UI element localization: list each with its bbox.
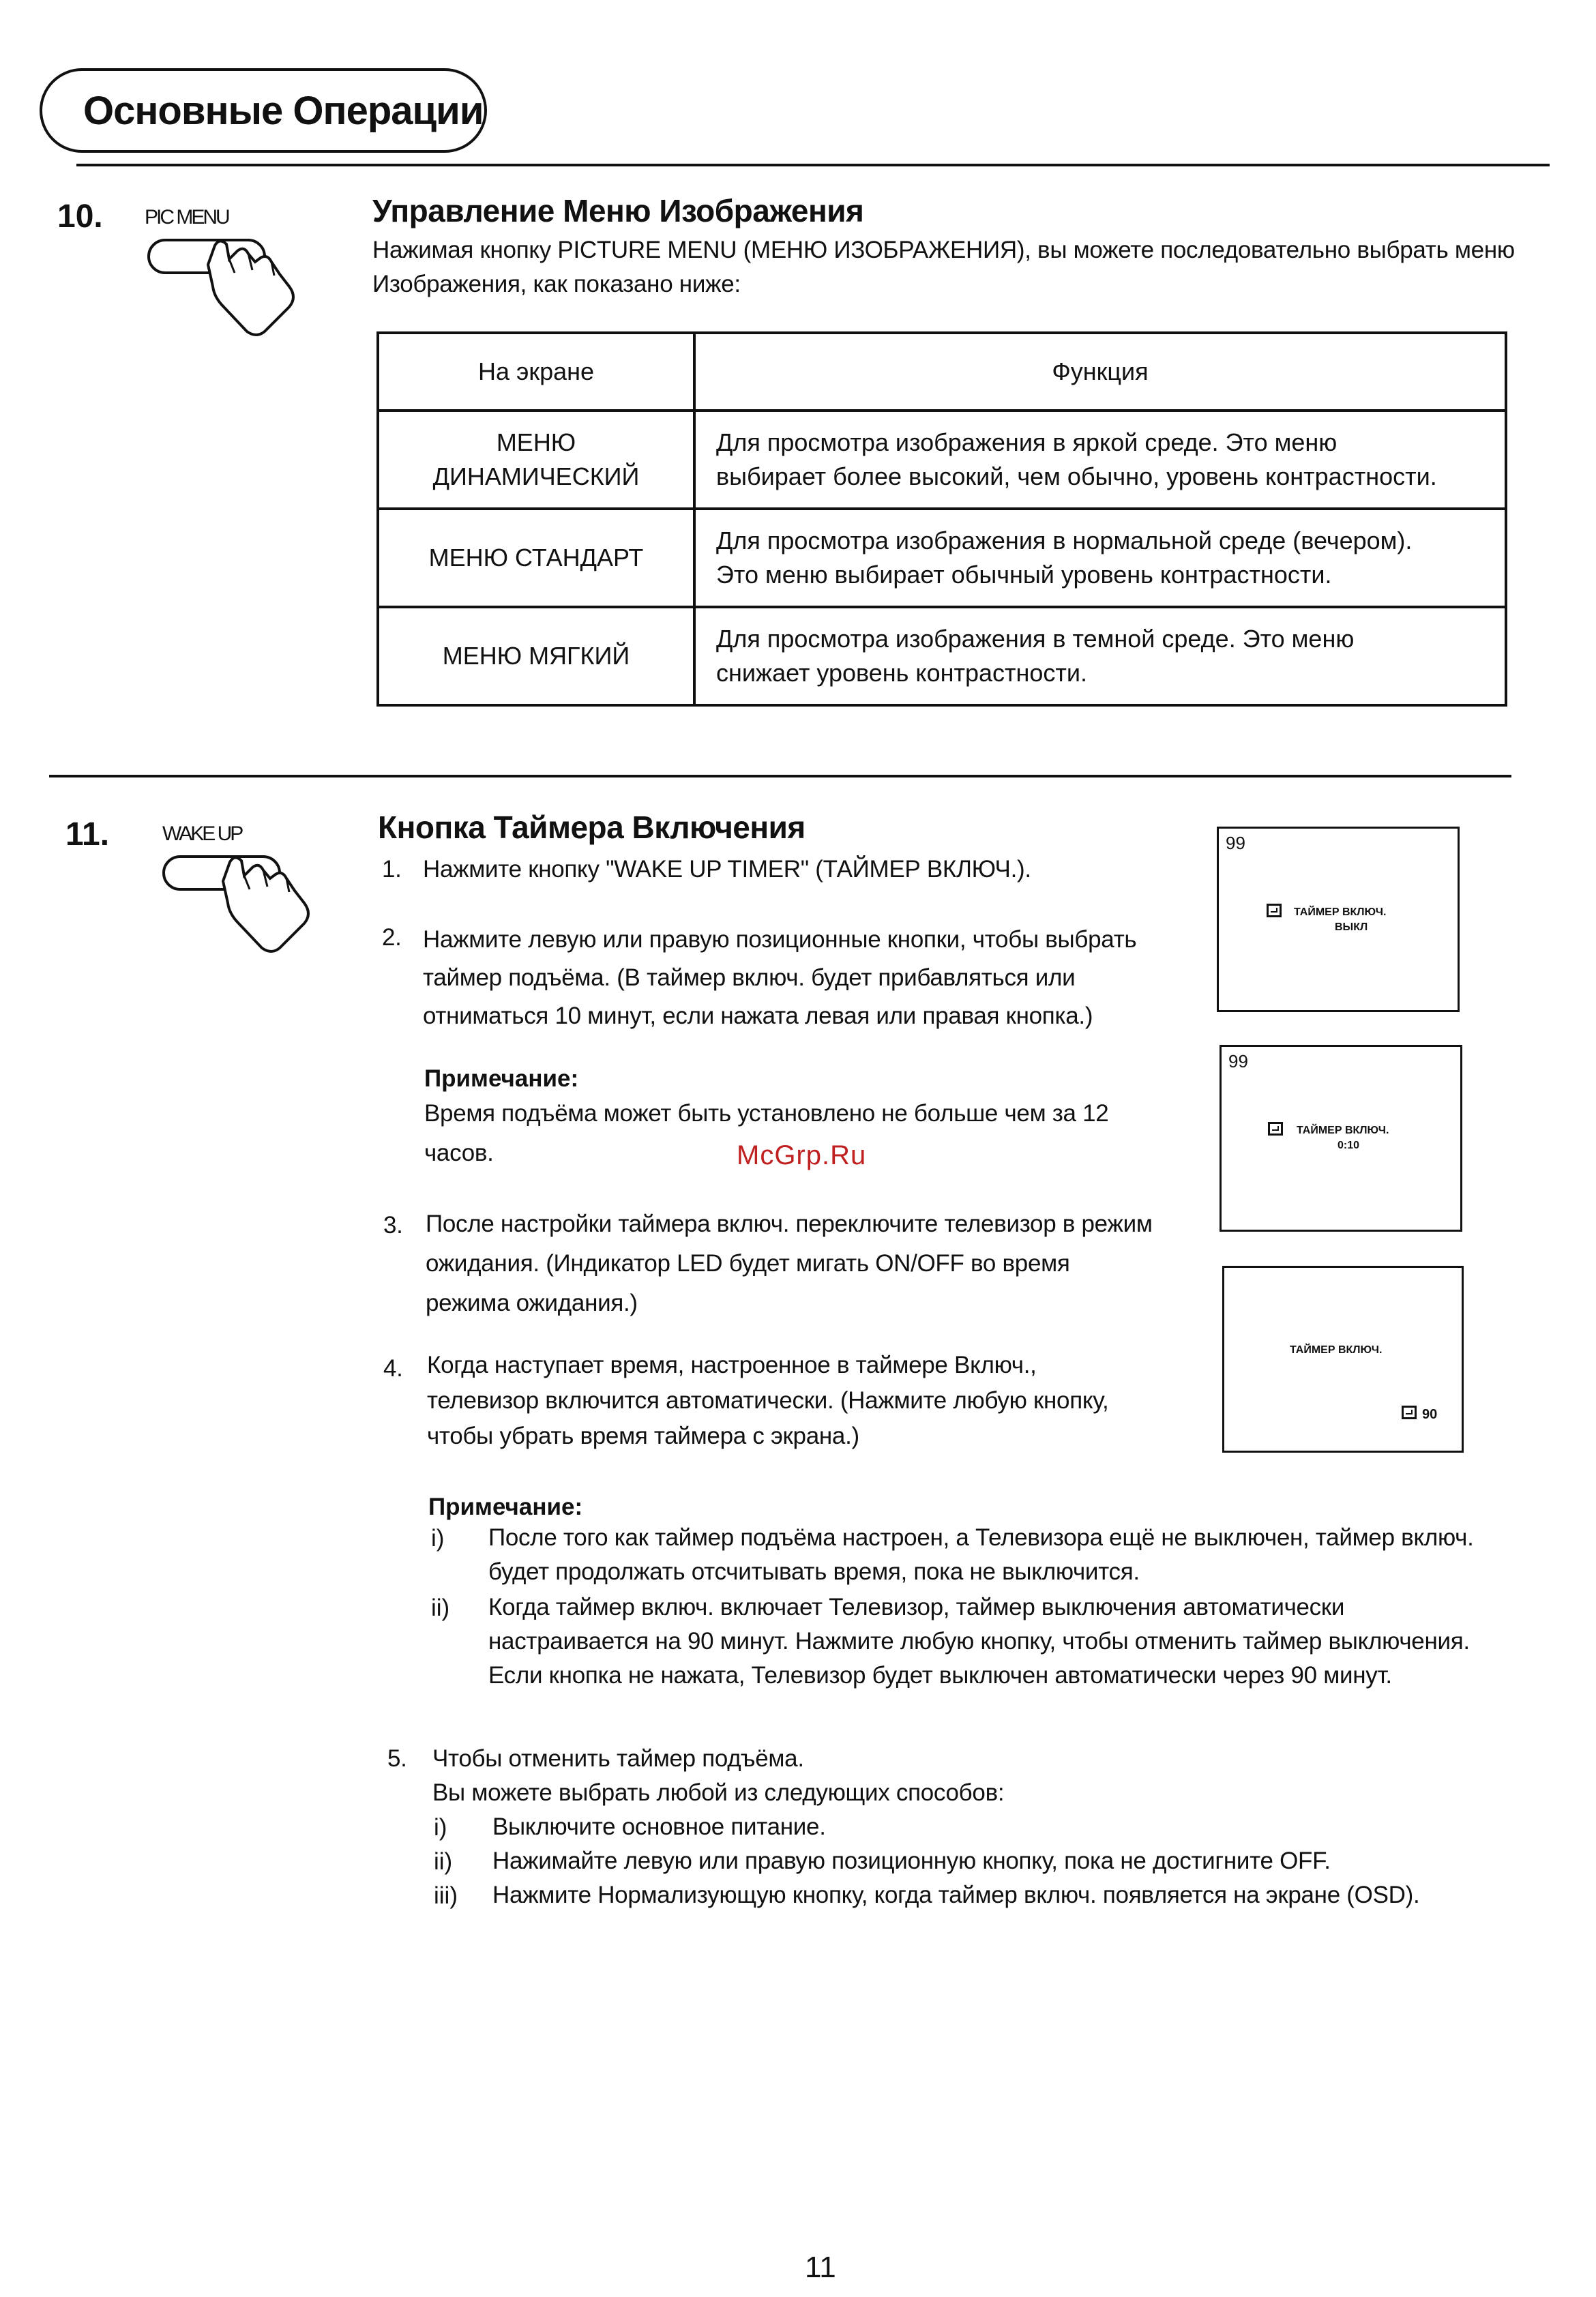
note-line: Если кнопка не нажата, Телевизор будет выключен автоматически через 90 минут. <box>488 1662 1392 1689</box>
osd-label: ТАЙМЕР ВКЛЮЧ. <box>1294 906 1387 918</box>
table-row <box>378 607 1506 705</box>
step-number: 4. <box>383 1355 403 1382</box>
page-number: 11 <box>805 2251 836 2284</box>
step-number: 2. <box>382 924 402 951</box>
osd-value: ВЫКЛ <box>1335 921 1368 933</box>
step-line: Вы можете выбрать любой из следующих способов: <box>432 1779 1005 1806</box>
step-line: чтобы убрать время таймера с экрана.) <box>427 1423 859 1449</box>
step-number: 3. <box>383 1212 403 1239</box>
step-line: Нажмите кнопку "WAKE UP TIMER" (ТАЙМЕР ВКЛЮЧ.). <box>423 856 1031 883</box>
step-text <box>427 1348 1108 1454</box>
cell-line: Для просмотра изображения в яркой среде. Это меню <box>716 428 1338 456</box>
table-cell-screen <box>378 411 694 509</box>
section-11-number: 11. <box>65 816 110 853</box>
step-text <box>426 1204 1153 1323</box>
cell-line: ДИНАМИЧЕСКИЙ <box>432 462 640 490</box>
cell-line: снижает уровень контрастности. <box>716 659 1088 687</box>
note-item-number: ii) <box>431 1595 450 1621</box>
watermark: McGrp.Ru <box>737 1140 867 1170</box>
cell-line: Для просмотра изображения в нормальной среде (вечером). <box>716 527 1413 554</box>
table-cell-screen <box>378 509 694 607</box>
section-rule <box>49 775 1511 777</box>
timer-icon <box>1267 904 1282 917</box>
section-10-title: Управление Меню Изображения <box>372 193 864 228</box>
picture-menu-table <box>376 331 1507 707</box>
header-rule <box>76 164 1550 166</box>
table-cell-screen <box>378 607 694 705</box>
note-heading: Примечание: <box>424 1065 579 1092</box>
step-line: Когда наступает время, настроенное в таймере Включ., <box>427 1352 1037 1378</box>
section-10-intro <box>372 233 1515 301</box>
timer-icon <box>1402 1406 1417 1419</box>
table-row <box>378 411 1506 509</box>
option-number: ii) <box>434 1848 453 1875</box>
step-line: таймер подъёма. (В таймер включ. будет прибавляться или <box>423 964 1076 991</box>
tv-screen-timer-set <box>1220 1045 1462 1232</box>
osd-value: 90 <box>1422 1407 1438 1422</box>
note-heading: Примечание: <box>428 1494 583 1520</box>
table-cell-function <box>694 607 1506 705</box>
option-number: i) <box>434 1814 447 1841</box>
cell-line: МЕНЮ СТАНДАРТ <box>428 544 644 572</box>
header-title: Основные Операции <box>83 88 484 133</box>
osd-value: 0:10 <box>1338 1140 1360 1151</box>
table-header-row <box>378 333 1506 411</box>
tv-screen-timer-on <box>1222 1266 1464 1453</box>
option-number: iii) <box>434 1882 458 1909</box>
note-line: Когда таймер включ. включает Телевизор, таймер выключения автоматически <box>488 1594 1345 1620</box>
osd-label: ТАЙМЕР ВКЛЮЧ. <box>1290 1344 1383 1356</box>
channel-number: 99 <box>1228 1051 1248 1071</box>
cell-line: МЕНЮ МЯГКИЙ <box>442 642 630 670</box>
cell-line: МЕНЮ <box>496 428 576 456</box>
table-row <box>378 509 1506 607</box>
option-text: Нажимайте левую или правую позиционную кнопку, пока не достигните OFF. <box>492 1848 1331 1874</box>
wake-up-button-label: WAKE UP <box>162 823 242 845</box>
table-header-function: Функция <box>694 333 1506 411</box>
section-10-number: 10. <box>57 198 103 235</box>
cell-line: выбирает более высокий, чем обычно, уровень контрастности. <box>716 462 1437 490</box>
note-line: будет продолжать отсчитывать время, пока не выключится. <box>488 1558 1140 1585</box>
step-number: 1. <box>382 856 402 883</box>
pic-menu-button-icon <box>143 232 307 341</box>
table-cell-function <box>694 411 1506 509</box>
step-text <box>423 921 1136 1035</box>
step-line: После настройки таймера включ. переключите телевизор в режим <box>426 1211 1153 1237</box>
step-line: Нажмите левую или правую позиционные кнопки, чтобы выбрать <box>423 926 1137 953</box>
step-line: режима ожидания.) <box>426 1290 638 1316</box>
table-cell-function <box>694 509 1506 607</box>
note-item-number: i) <box>431 1525 445 1552</box>
pic-menu-button-label: PIC MENU <box>145 206 228 228</box>
note-item-text <box>488 1521 1474 1589</box>
step-line: отниматься 10 минут, если нажата левая или правая кнопка.) <box>423 1003 1093 1029</box>
step-line: телевизор включится автоматически. (Нажмите любую кнопку, <box>427 1387 1109 1414</box>
step-text <box>423 853 1031 887</box>
intro-line: Нажимая кнопку PICTURE MENU (МЕНЮ ИЗОБРАЖЕНИЯ), вы можете последовательно выбрать меню <box>372 237 1515 263</box>
channel-number: 99 <box>1226 833 1245 853</box>
option-text: Нажмите Нормализующую кнопку, когда таймер включ. появляется на экране (OSD). <box>492 1882 1420 1908</box>
section-11-title: Кнопка Таймера Включения <box>378 810 806 845</box>
timer-icon <box>1268 1122 1283 1136</box>
step-text <box>432 1742 1004 1810</box>
note-item-text <box>488 1590 1470 1693</box>
wake-up-button-icon <box>158 848 322 958</box>
tv-screen-timer-off <box>1217 827 1460 1012</box>
step-line: Чтобы отменить таймер подъёма. <box>432 1745 804 1772</box>
step-number: 5. <box>387 1745 407 1772</box>
cell-line: Это меню выбирает обычный уровень контрастности. <box>716 561 1332 589</box>
note-line: часов. <box>424 1140 494 1166</box>
step-line: ожидания. (Индикатор LED будет мигать ON/OFF во время <box>426 1250 1070 1277</box>
cell-line: Для просмотра изображения в темной среде. Это меню <box>716 625 1355 653</box>
page-header <box>40 68 487 153</box>
note-line: Время подъёма может быть установлено не больше чем за 12 <box>424 1100 1109 1127</box>
note-line: настраивается на 90 минут. Нажмите любую кнопку, чтобы отменить таймер выключения. <box>488 1628 1470 1655</box>
intro-line: Изображения, как показано ниже: <box>372 271 741 297</box>
table-header-screen: На экране <box>378 333 694 411</box>
option-text: Выключите основное питание. <box>492 1813 826 1840</box>
osd-label: ТАЙМЕР ВКЛЮЧ. <box>1297 1125 1389 1136</box>
note-line: После того как таймер подъёма настроен, а Телевизора ещё не выключен, таймер включ. <box>488 1524 1474 1551</box>
